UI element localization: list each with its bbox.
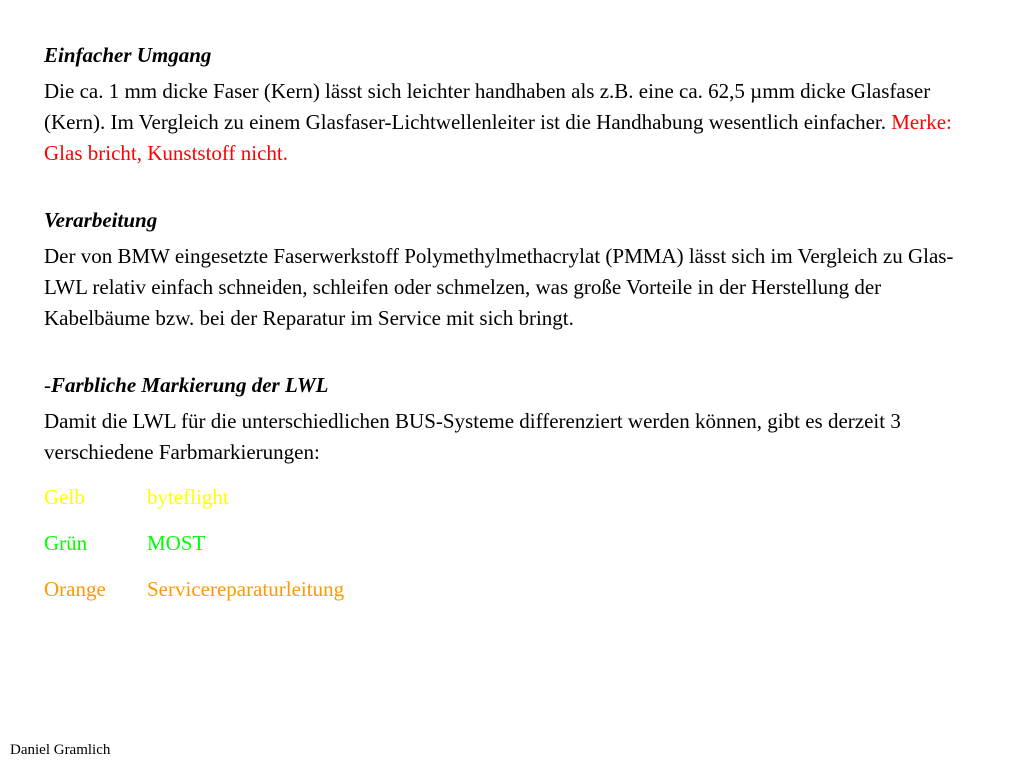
marking-color-name: Grün (44, 531, 88, 555)
heading-dash-prefix: - (44, 373, 51, 397)
color-marking-row (44, 482, 984, 513)
handling-highlight-note: Merke: Glas bricht, Kunststoff nicht. (44, 110, 952, 165)
color-marking-row (44, 528, 984, 559)
section-heading-color-marking (44, 370, 984, 400)
handling-body-text: Die ca. 1 mm dicke Faser (Kern) lässt sich leichter handhaben als z.B. eine ca. 62,5 µmm dicke Glasfaser (Kern). Im Vergleich zu einem Glasfaser-Lichtwellenleiter ist die Handhabung wesentlich einfacher. (44, 79, 931, 134)
color-marking-list (44, 482, 984, 605)
section-text-color-marking: Damit die LWL für die unterschiedlichen BUS-Systeme differenziert werden können, gibt es derzeit 3 verschiedene Farbmarkierungen: (44, 409, 901, 464)
marking-color-name: Gelb (44, 485, 85, 509)
slide-content (44, 40, 984, 605)
color-marking-row (44, 574, 984, 605)
section-heading-processing: Verarbeitung (44, 208, 158, 232)
section-heading-handling: Einfacher Umgang (44, 43, 212, 67)
footer-author: Daniel Gramlich (10, 742, 111, 758)
marking-bus-system: MOST (147, 531, 206, 555)
color-marking-heading-text: Farbliche Markierung der LWL (51, 373, 329, 397)
marking-bus-system: Servicereparaturleitung (147, 577, 345, 601)
section-text-processing: Der von BMW eingesetzte Faserwerkstoff Polymethylmethacrylat (PMMA) lässt sich im Vergleich zu Glas-LWL relativ einfach schneiden, schleifen oder schmelzen, was große Vorteile in der Herstellung der Kabelbäume bzw. bei der Reparatur im Service mit sich bringt. (44, 244, 954, 330)
marking-bus-system: byteflight (147, 485, 229, 509)
section-text-handling (44, 76, 984, 169)
marking-color-name: Orange (44, 577, 106, 601)
